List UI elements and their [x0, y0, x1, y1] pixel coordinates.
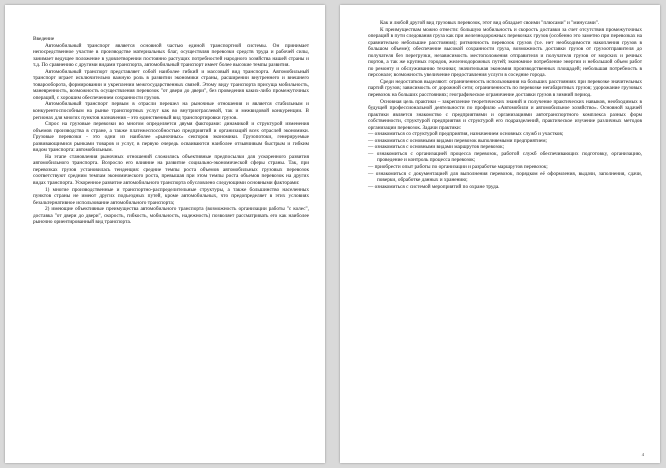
task-list-item: — ознакомиться с документацией для выполнения перевозок, порядком её оформления, выдачи, заполнения, сдачи, поверки, обработке данных и хранению; — [368, 170, 642, 184]
document-page-left — [5, 5, 325, 463]
paragraph: Среди недостатков выделяют: ограниченность использования на больших расстояниях при перевозке значительных партий грузов; зависимость от дорожной сети; ограниченность по перевозке негабаритных грузов; удорожание грузовых перевозок на больших расстояниях; географическое ограничение доставки грузов в зимний период. — [368, 78, 642, 99]
numbered-item: 1) многие производственные и транспортно-распределительные структуры, а также большинство населенных пунктов страны не имеют других подъездных путей, кроме автомобильных, что предопределяет в этих условиях безальтернативное использование автомобильного транспорта; — [33, 186, 309, 206]
section-heading: Введение — [33, 36, 55, 42]
paragraph: Как и любой другой вид грузовых перевозок, этот вид обладает своими "плюсами" и "минусами". — [380, 20, 600, 26]
numbered-item: 2) имеющие объективные преимущества автомобильного транспорта (возможность организации работы "с колес", доставка "от двери до двери", скорость, гибкость, мобильность, надежность) позволяет рассматривать его как наиболее рыночно ориентированный вид транспорта. — [33, 206, 309, 226]
task-list-item: — ознакомиться с основными видами перевозок выполняемыми предприятием; — [368, 137, 548, 144]
task-list-item: — приобрести опыт работы по организации и разработке маршрутов перевозок; — [368, 164, 548, 171]
paragraph: Автомобильный транспорт первым в отрасли перешел на рыночные отношения и является стабильным и конкурентоспособным на рынке транспортных услуг как во внутриотраслевой, так и межвидовой конкуренции. В регионах для многих пунктов назначения – это единственный вид транспортировки грузов. — [33, 101, 309, 121]
task-list-item: — ознакомиться с системой мероприятий по охране труда. — [368, 183, 500, 190]
paragraph: К преимуществам можно отнести: большую мобильность и скорость доставки за счет отсутствия промежуточных операций в пути следования груза как при железнодорожных перевозках грузов (особенно это заметно при перевозках на сравнительно небольшие расстояния); ритмичность перевозок грузов (т.е. нет необходимости накопления грузов в большом объеме); обеспечение высокой сохранности груза, возможность доставки грузов от грузоотправителя до получателя без перегрузки, независимость местоположения отправителя и получателя грузов от морских и речных портов, а так же крупных городов, железнодорожных путей; экономное потребление энергии и небольшой объем работ по ремонту и обслуживанию техники; значительная экономия производственных площадей; небольшая потребность в персонале; возможность увеличение предоставления услуги в соседние города. — [368, 26, 642, 79]
page-number: 4 — [641, 452, 644, 457]
task-list-item: — ознакомиться с основными видами маршрутов перевозок; — [368, 144, 505, 151]
paragraph: На этапе становления рыночных отношений сложились объективные предпосылки для ускоренного развития автомобильного транспорта. Возросло его влияние на развитие социально-экономической сферы страны. Так, при перевозках грузов установилась тенденция: средние темпы роста объемов автомобильных грузовых перевозок соответствуют средним темпам экономического роста, превышая при этом темпы роста объемов перевозок на других видах транспорта. Ускоренное развитие автомобильного транспорта обусловлено следующими основными факторами: — [33, 153, 309, 187]
task-list — [368, 131, 642, 190]
document-page-right — [340, 5, 660, 463]
paragraph: Спрос на грузовые перевозки во многом определяется двумя факторами: динамикой и структурой изменения объемов производства в стране, а также платежеспособностью предприятий и организаций всех отраслей экономики. Грузовые перевозки - это одни из наиболее «рыночных» секторов экономики. Грузопотоки, генерируемые развивающимися рынками товаров и услуг, в первую очередь осваиваются наиболее отзывчивым быстрым и гибким видом транспорта: автомобильным. — [33, 121, 309, 154]
paragraph: Автомобильный транспорт является основной частью единой транспортной системы. Он принимает непосредственное участие в производстве материальных благ, осуществляя перевозки средств труда и рабочей силы, занимает ведущее положение в удовлетворении постоянно растущих потребностей народного хозяйства нашей страны и т.д. По сравнению с другими видами транспорта, автомобильный транспорт имеет более высокие темпы развития. — [33, 42, 309, 69]
paragraph: Основная цель практики – закрепление теоретических знаний и получение практических навыков, необходимых в будущей профессиональной деятельности по профилю «Автомобили и автомобильное хозяйство». Основной задачей практики является знакомство с предприятиями и организациями автотранспортного комплекса разных форм собственности, структурой предприятия и структурой его подразделений, практическое изучение различных методов организации перевозок. Задачи практики: — [368, 98, 642, 131]
task-list-item: — ознакомиться со структурой предприятия, назначением основных служб и участков; — [368, 131, 564, 138]
task-list-item: — ознакомиться с организацией процесса перевозок, работой служб обеспечивающих подготовку, организацию, проведение и контроль процесса перевозок; — [368, 150, 642, 164]
paragraph: Автомобильный транспорт представляет собой наиболее гибкий и массовый вид транспорта. Автомобильный транспорт играет исключительно важную роль в развитии экономики страны, расширении внутреннего и внешнего товарооборота, формировании и укреплении межгосударственных связей. Этому виду транспорта присуща мобильность, маневренность, возможность осуществления перевозок "от двери до двери", без проведения каких-либо промежуточных операций, с хорошим обеспечением сохранности грузов. — [33, 68, 309, 101]
